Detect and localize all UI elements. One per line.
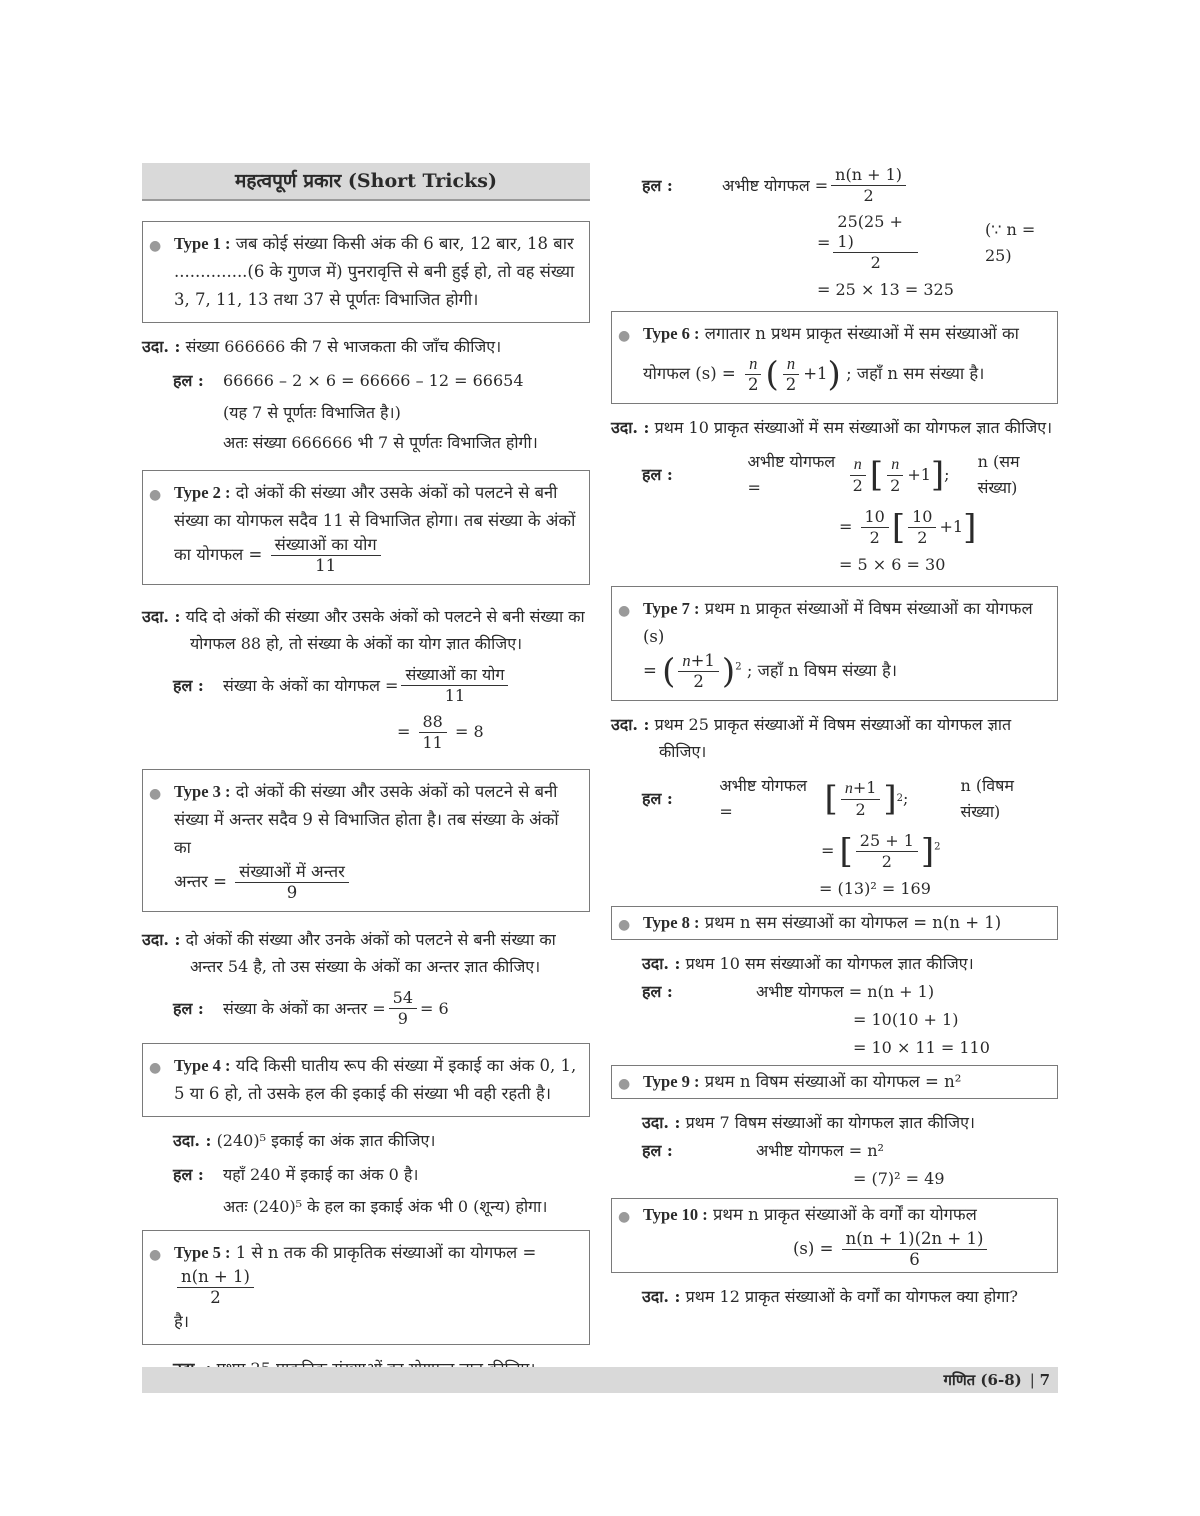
bullet-icon: ●: [149, 1060, 162, 1076]
type-2-box: ● Type 2 : दो अंकों की संख्या और उसके अंकों को पलटने से बनी संख्या का योगफल सदैव 11 से विभाजित होगा। तब संख्या के अंकों का योगफल = $\frac{\text{संख्याओं का योग}}{11}$: [142, 470, 590, 585]
solution-4: हल : यहाँ 240 में इकाई का अंक 0 है।: [173, 1165, 419, 1184]
solution-6-step: = $\frac{10}{2}$ [ $\frac{10}{2}$ +1]: [839, 507, 977, 548]
type-1-text: जब कोई संख्या किसी अंक की 6 बार, 12 बार, 18 बार ..............(6 के गुणज में) पुनरावृत्ति से बनी हुई हो, तो वह संख्या 3, 7, 11, 13 तथा 37 से पूर्णतः विभाजित होगी।: [174, 234, 575, 309]
solution-3: हल : संख्या के अंकों का अन्तर = $\frac{54}{9}$ = 6: [173, 988, 449, 1028]
bullet-icon: ●: [618, 1076, 631, 1092]
bullet-icon: ●: [149, 487, 162, 503]
solution-9-result: = (7)² = 49: [853, 1169, 945, 1188]
type-10-box: ● Type 10 : प्रथम n प्राकृत संख्याओं के वर्गों का योगफल (s) = $\frac{n(n + 1)(2n + 1)}{6}$: [611, 1198, 1058, 1273]
footer-subject: गणित (6-8): [943, 1371, 1022, 1389]
type-7-box: ● Type 7 : प्रथम n प्राकृत संख्याओं में विषम संख्याओं का योगफल (s) = ( $\frac{n+1}{2}$ )$^2$ ; जहाँ n विषम संख्या है।: [611, 586, 1058, 701]
solution-5-result: = 25 × 13 = 325: [817, 280, 954, 299]
solution-9: हल : अभीष्ट योगफल = n²: [642, 1141, 884, 1160]
left-column: [142, 163, 590, 1390]
type-1-label: Type 1 :: [174, 234, 231, 253]
solution-6-result: = 5 × 6 = 30: [839, 555, 946, 574]
type-8-box: ● Type 8 : प्रथम n सम संख्याओं का योगफल = n(n + 1): [611, 906, 1058, 940]
fraction: $\frac{\text{संख्याओं का योग}}{11}$: [271, 535, 381, 576]
example-3: उदा. : दो अंकों की संख्या और उनके अंकों को पलटने से बनी संख्या का अन्तर 54 है, तो उस संख्या के अंकों का अन्तर ज्ञात कीजिए।: [142, 930, 556, 976]
solution-1-conclusion: अतः संख्या 666666 भी 7 से पूर्णतः विभाजित होगी।: [223, 433, 538, 452]
example-6: उदा. : प्रथम 10 प्राकृत संख्याओं में सम संख्याओं का योगफल ज्ञात कीजिए।: [611, 418, 1053, 437]
solution-7: हल : अभीष्ट योगफल = [ $\frac{n+1}{2}$ ] 2 ; n (विषम संख्या): [642, 776, 1014, 821]
right-column: [611, 163, 1058, 1318]
type-3-box: ● Type 3 : दो अंकों की संख्या और उसके अंकों को पलटने से बनी संख्या में अन्तर सदैव 9 से विभाजित होता है। तब संख्या के अंकों का अन्तर = $\frac{\text{संख्याओं में अन्तर}}{9}$: [142, 769, 590, 912]
bullet-icon: ●: [149, 1247, 162, 1263]
bullet-icon: ●: [149, 786, 162, 802]
bullet-icon: ●: [618, 328, 631, 344]
type-4-box: ● Type 4 : यदि किसी घातीय रूप की संख्या में इकाई का अंक 0, 1, 5 या 6 हो, तो उसके हल की इकाई की संख्या भी वही रहती है।: [142, 1043, 590, 1117]
solution-4-conclusion: अतः (240)⁵ के हल का इकाई अंक भी 0 (शून्य) होगा।: [223, 1197, 548, 1216]
solution-8-step: = 10(10 + 1): [853, 1010, 959, 1029]
solution-7-result: = (13)² = 169: [819, 879, 931, 898]
solution-8: हल : अभीष्ट योगफल = n(n + 1): [642, 982, 935, 1001]
type-9-box: ● Type 9 : प्रथम n विषम संख्याओं का योगफल = n²: [611, 1065, 1058, 1099]
solution-1: हल : 66666 – 2 × 6 = 66666 – 12 = 66654: [173, 371, 524, 390]
solution-2: हल : संख्या के अंकों का योगफल = $\frac{\text{संख्याओं का योग}}{11}$: [142, 665, 590, 706]
bullet-icon: ●: [618, 917, 631, 933]
solution-5: हल : अभीष्ट योगफल = $\frac{n(n + 1)}{2}$: [611, 165, 1058, 206]
bullet-icon: ●: [618, 603, 631, 619]
example-8: उदा. : प्रथम 10 सम संख्याओं का योगफल ज्ञात कीजिए।: [642, 954, 974, 973]
bullet-icon: ●: [618, 1209, 631, 1225]
solution-8-result: = 10 × 11 = 110: [853, 1038, 990, 1057]
page-number: 7: [1039, 1371, 1050, 1389]
solution-1-note: (यह 7 से पूर्णतः विभाजित है।): [223, 403, 401, 422]
example-9: उदा. : प्रथम 7 विषम संख्याओं का योगफल ज्ञात कीजिए।: [642, 1113, 975, 1132]
solution-6: हल : अभीष्ट योगफल = $\frac{n}{2}$ [ $\frac{n}{2}$ +1 ] ; n (सम संख्या): [642, 452, 1020, 497]
page-footer: गणित (6-8) | 7: [142, 1367, 1058, 1393]
solution-2-result: = $\frac{88}{11}$ = 8: [397, 712, 484, 752]
example-10: उदा. : प्रथम 12 प्राकृत संख्याओं के वर्गों का योगफल क्या होगा?: [642, 1287, 1018, 1306]
section-title: महत्वपूर्ण प्रकार (Short Tricks): [142, 163, 590, 201]
example-2: उदा. : यदि दो अंकों की संख्या और उसके अंकों को पलटने से बनी संख्या का योगफल 88 हो, तो संख्या के अंकों का योग ज्ञात कीजिए।: [142, 607, 585, 653]
bullet-icon: ●: [149, 238, 162, 254]
example-1: उदा. : संख्या 666666 की 7 से भाजकता की जाँच कीजिए।: [142, 337, 502, 356]
type-6-box: ● Type 6 : लगातार n प्रथम प्राकृत संख्याओं में सम संख्याओं का योगफल (s) = $\frac{n}{2}$ ( $\frac{n}{2}$ +1) ; जहाँ n सम संख्या है।: [611, 311, 1058, 404]
solution-5-step: = $\frac{25(25 + 1)}{2}$ (∵ n = 25): [817, 212, 1036, 272]
solution-7-step: = [ $\frac{25 + 1}{2}$ ]$^2$: [821, 831, 941, 872]
type-1-box: [142, 221, 590, 323]
type-5-box: ● Type 5 : 1 से n तक की प्राकृतिक संख्याओं का योगफल = $\frac{n(n + 1)}{2}$ है।: [142, 1230, 590, 1345]
example-4: उदा. : (240)⁵ इकाई का अंक ज्ञात कीजिए।: [173, 1131, 436, 1150]
example-7: उदा. : प्रथम 25 प्राकृत संख्याओं में विषम संख्याओं का योगफल ज्ञात कीजिए।: [611, 715, 1012, 761]
